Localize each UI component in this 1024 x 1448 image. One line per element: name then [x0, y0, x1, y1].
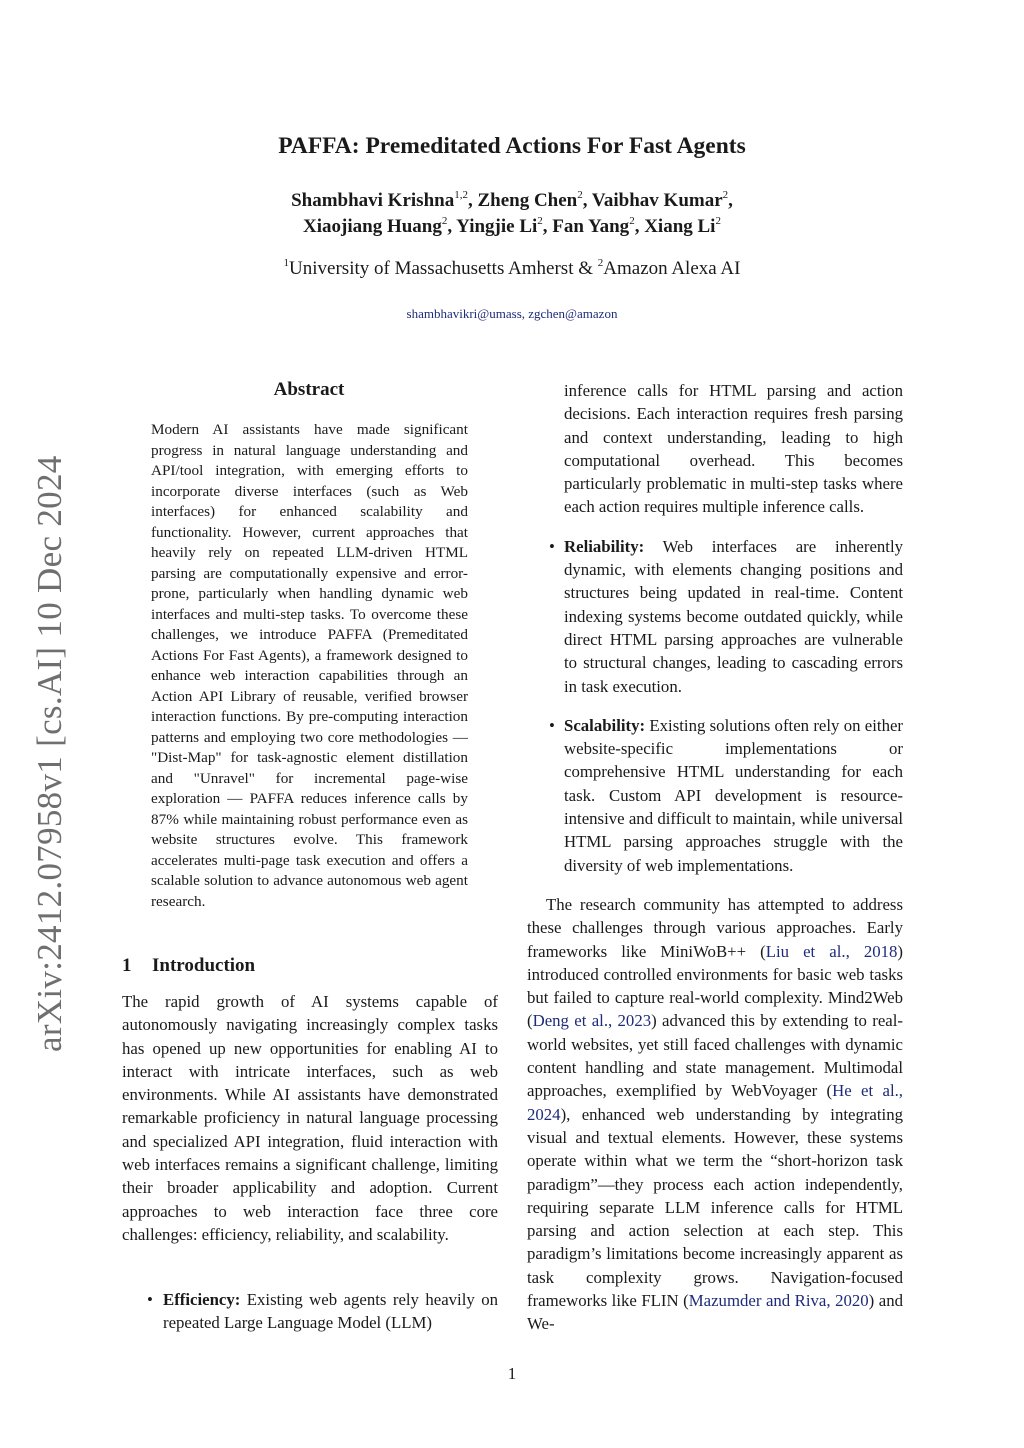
intro-paragraph: The rapid growth of AI systems capable of autonomously navigating increasingly complex tasks has opened up new opportunities for enabling AI to interact with intricate interfaces, such as web environments. While AI assistants have demonstrated remarkable proficiency in natural language processing and specialized API integration, fluid interaction with web interfaces remains a significant challenge, limiting their broader applicability and adoption. Current approaches to web interaction face three core challenges: efficiency, reliability, and scalability.: [122, 992, 498, 1244]
right-column: [527, 379, 903, 1336]
arxiv-stamp: arXiv:2412.07958v1 [cs.AI] 10 Dec 2024: [30, 455, 69, 1052]
efficiency-bullet: [122, 1288, 498, 1350]
paragraph-text: ), enhanced web understanding by integrating visual and textual elements. However, these systems operate within what we term the “short-horizon task paradigm”—they process each action independently, requiring separate LLM inference calls for HTML parsing and action selection at each step. This paradigm’s limitations become increasingly apparent as task complexity grows. Navigation-focused frameworks like FLIN (: [527, 1104, 903, 1310]
affil-mark: 2: [597, 257, 604, 269]
bullet-text: Web interfaces are inherently dynamic, with elements changing positions and structures being updated in real-time. Content indexing systems become outdated quickly, while direct HTML parsing approaches are vulnerable to structural changes, leading to cascading errors in task execution.: [564, 536, 903, 696]
paragraph-text: ) and We-: [527, 1290, 903, 1334]
author-affil-mark: 2: [629, 215, 635, 227]
bullet-dot-icon: •: [549, 536, 555, 556]
author-name: Zheng Chen: [477, 190, 578, 211]
paragraph-text: The research community has attempted to address these challenges through various approaches. Early frameworks like MiniWoB++ (: [527, 894, 903, 961]
research-paragraph: [527, 893, 903, 1336]
page-number: 1: [507, 1364, 517, 1383]
author-affil-mark: 2: [577, 189, 583, 201]
affiliations: [0, 256, 1024, 282]
citation-link[interactable]: He et al., 2024: [527, 1081, 903, 1124]
abstract-heading: Abstract: [273, 379, 345, 400]
author-affil-mark: 1,2: [454, 189, 468, 201]
paragraph-text: ) advanced this by extending to real-world websites, yet still faced challenges with dynamic content handling and state management. Multimodal approaches, exemplified by WebVoyager (: [527, 1011, 904, 1101]
bullet-item: [527, 714, 903, 877]
author-name: Xiang Li: [644, 216, 716, 237]
section-heading: [122, 953, 255, 979]
bullet-item: [527, 535, 903, 698]
author-emails[interactable]: shambhavikri@umass, zgchen@amazon: [406, 306, 618, 321]
citation-link[interactable]: Liu et al., 2018: [765, 941, 898, 961]
author-name: Shambhavi Krishna: [291, 190, 455, 211]
section-number: 1: [122, 955, 132, 976]
section-title: Introduction: [152, 955, 256, 976]
citation-link[interactable]: Mazumder and Riva, 2020: [688, 1290, 869, 1310]
efficiency-bullet-continued: inference calls for HTML parsing and action decisions. Each interaction requires fresh parsing and context understanding, leading to high computational overhead. This becomes particularly problematic in multi-step tasks where each action requires multiple inference calls.: [564, 381, 903, 517]
author-name: Xiaojiang Huang: [303, 216, 442, 237]
author-affil-mark: 2: [722, 189, 729, 201]
bullet-label: Efficiency:: [163, 1290, 241, 1309]
abstract-text: Modern AI assistants have made significant progress in natural language understanding and API/tool integration, with emerging efforts to incorporate diverse interfaces (such as Web interfaces) for enhanced scalability and functionality. However, current approaches that heavily rely on repeated LLM-driven HTML parsing are computationally expensive and error-prone, particularly when handling dynamic web interfaces and multi-step tasks. To overcome these challenges, we introduce PAFFA (Premeditated Actions For Fast Agents), a framework designed to enhance web interaction capabilities through an Action API Library of reusable, verified browser interaction functions. By pre-computing interaction patterns and employing two core methodologies — "Dist-Map" for task-agnostic element distillation and "Unravel" for incremental page-wise exploration — PAFFA reduces inference calls by 87% while maintaining robust performance even as website structures evolve. This framework accelerates multi-page task execution and offers a scalable solution to advance autonomous web agent research.: [151, 421, 468, 910]
author-affil-mark: 2: [441, 215, 448, 227]
paper-title: PAFFA: Premeditated Actions For Fast Agents: [278, 133, 746, 159]
author-affil-mark: 2: [715, 215, 721, 227]
author-list: Shambhavi Krishna$^{1,2}$, Zheng Chen$^2$, Vaibhav Kumar$^2$, Xiaojiang Huang$^2$, Yingjie Li$^2$, Fan Yang$^2$, Xiang Li$^2$: [291, 189, 733, 237]
bullet-label: Scalability:: [564, 715, 646, 735]
author-name: Fan Yang: [552, 216, 630, 237]
bullet-dot-icon: •: [549, 715, 555, 735]
paragraph-text: ) introduced controlled environments for basic web tasks but failed to capture real-world complexity. Mind2Web (: [527, 941, 903, 1031]
bullet-text: Existing solutions often rely on either website-specific implementations or comprehensive HTML understanding for each task. Custom API development is resource-intensive and difficult to maintain, while universal HTML parsing approaches struggle with the diversity of web implementations.: [564, 715, 903, 875]
author-name: Yingjie Li: [456, 216, 538, 237]
citation-link[interactable]: Deng et al., 2023: [532, 1011, 652, 1031]
affil-mark: 1: [283, 257, 290, 269]
bullet-label: Reliability:: [564, 536, 645, 556]
author-name: Vaibhav Kumar: [591, 190, 723, 211]
bullet-dot-icon: •: [147, 1290, 153, 1309]
bullet-text: Existing web agents rely heavily on repeated Large Language Model (LLM): [163, 1290, 498, 1333]
affil-institution: Amazon Alexa AI: [603, 258, 741, 279]
bullet-item: [122, 1288, 498, 1335]
author-affil-mark: 2: [537, 215, 543, 227]
affil-institution: University of Massachusetts Amherst &: [289, 258, 598, 279]
